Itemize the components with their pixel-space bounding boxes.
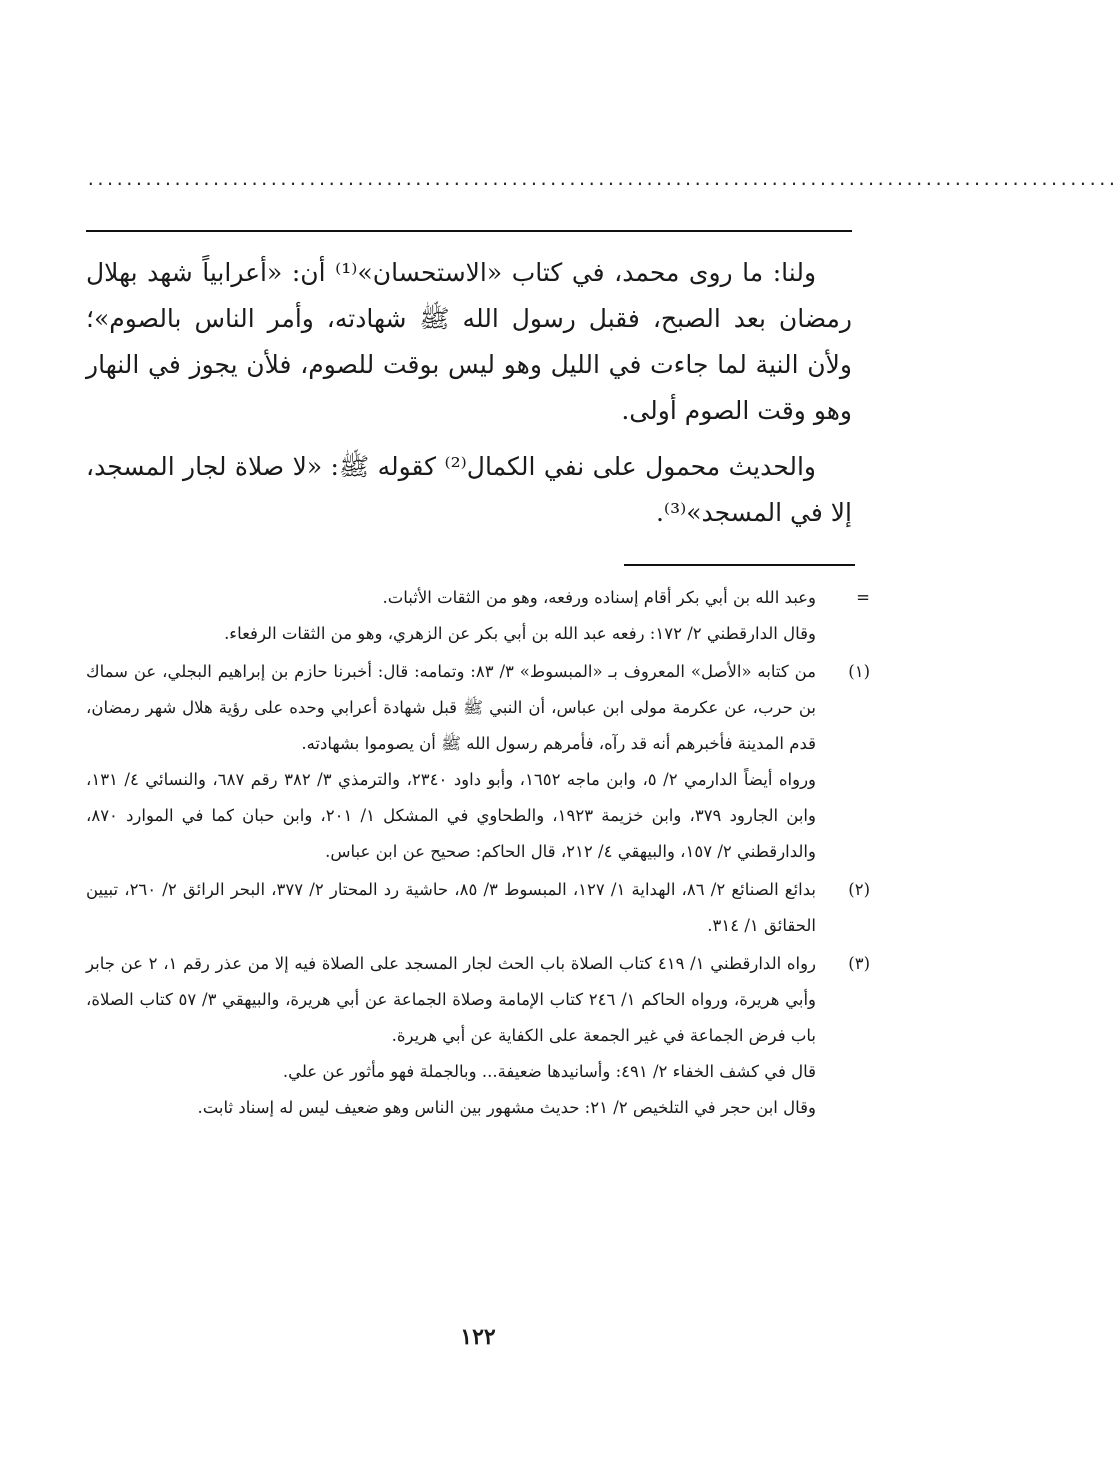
footnote-line: بدائع الصنائع ٢/ ٨٦، الهداية ١/ ١٢٧، المبسوط ٣/ ٨٥، حاشية رد المحتار ٢/ ٣٧٧، البحر الرائق ٢/ ٢٦٠، تبيين الحقائق ١/ ٣١٤. <box>86 880 817 935</box>
footnote-marker: (١) <box>848 662 870 681</box>
footnote-continued <box>86 580 870 652</box>
top-rule <box>86 230 852 232</box>
footnote-3 <box>86 946 870 1126</box>
main-paragraph-1: ولنا: ما روى محمد، في كتاب «الاستحسان»⁽¹⁾ أن: «أعرابياً شهد بهلال رمضان بعد الصبح، فقبل رسول الله ﷺ شهادته، وأمر الناس بالصوم»؛ ولأن النية لما جاءت في الليل وهو ليس بوقت للصوم، فلأن يجوز في النهار وهو وقت الصوم أولى. <box>86 258 852 425</box>
footnote-line: وقال الدارقطني ٢/ ١٧٢: رفعه عبد الله بن أبي بكر عن الزهري، وهو من الثقات الرفعاء. <box>224 624 816 643</box>
page-number: ١٢٢ <box>460 1324 496 1350</box>
footnote-line: قال في كشف الخفاء ٢/ ٤٩١: وأسانيدها ضعيفة... وبالجملة فهو مأثور عن علي. <box>282 1062 816 1081</box>
footnote-marker: = <box>856 588 870 607</box>
footnote-marker: (٣) <box>848 954 870 973</box>
footnote-line: ورواه أيضاً الدارمي ٢/ ٥، وابن ماجه ١٦٥٢، وأبو داود ٢٣٤٠، والترمذي ٣/ ٣٨٢ رقم ٦٨٧، والنسائي ٤/ ١٣١، وابن الجارود ٣٧٩، وابن خزيمة ١٩٢٣، والطحاوي في المشكل ١/ ٢٠١، وابن حبان كما في الموارد ٨٧٠، والدارقطني ٢/ ١٥٧، والبيهقي ٤/ ٢١٢، قال الحاكم: صحيح عن ابن عباس. <box>86 770 817 861</box>
dotted-separator: ........................................................................................................... <box>86 170 1117 189</box>
main-paragraph-2: والحديث محمول على نفي الكمال⁽²⁾ كقوله ﷺ: «لا صلاة لجار المسجد، إلا في المسجد»⁽³⁾. <box>86 452 852 527</box>
footnote-line: من كتابه «الأصل» المعروف بـ «المبسوط» ٣/ ٨٣: وتمامه: قال: أخبرنا حازم بن إبراهيم البجلي، عن سماك بن حرب، عن عكرمة مولى ابن عباس، أن النبي ﷺ قبل شهادة أعرابي وحده على رؤية هلال شهر رمضان، قدم المدينة فأخبرهم أنه قد رآه، فأمرهم رسول الله ﷺ أن يصوموا بشهادته. <box>86 662 816 753</box>
footnote-line: وقال ابن حجر في التلخيص ٢/ ٢١: حديث مشهور بين الناس وهو ضعيف ليس له إسناد ثابت. <box>197 1098 816 1117</box>
main-text <box>86 250 852 536</box>
footnote-separator <box>624 564 855 566</box>
footnote-line: رواه الدارقطني ١/ ٤١٩ كتاب الصلاة باب الحث لجار المسجد على الصلاة فيه إلا من عذر رقم ١، ٢ عن جابر وأبي هريرة، ورواه الحاكم ١/ ٢٤٦ كتاب الإمامة وصلاة الجماعة عن أبي هريرة، والبيهقي ٣/ ٥٧ كتاب الصلاة، باب فرض الجماعة في غير الجمعة على الكفاية عن أبي هريرة. <box>86 954 817 1045</box>
footnotes <box>86 580 870 1126</box>
footnote-line: وعبد الله بن أبي بكر أقام إسناده ورفعه، وهو من الثقات الأثبات. <box>382 588 816 607</box>
footnote-1 <box>86 654 870 870</box>
footnote-2 <box>86 872 870 944</box>
footnote-marker: (٢) <box>848 880 870 899</box>
